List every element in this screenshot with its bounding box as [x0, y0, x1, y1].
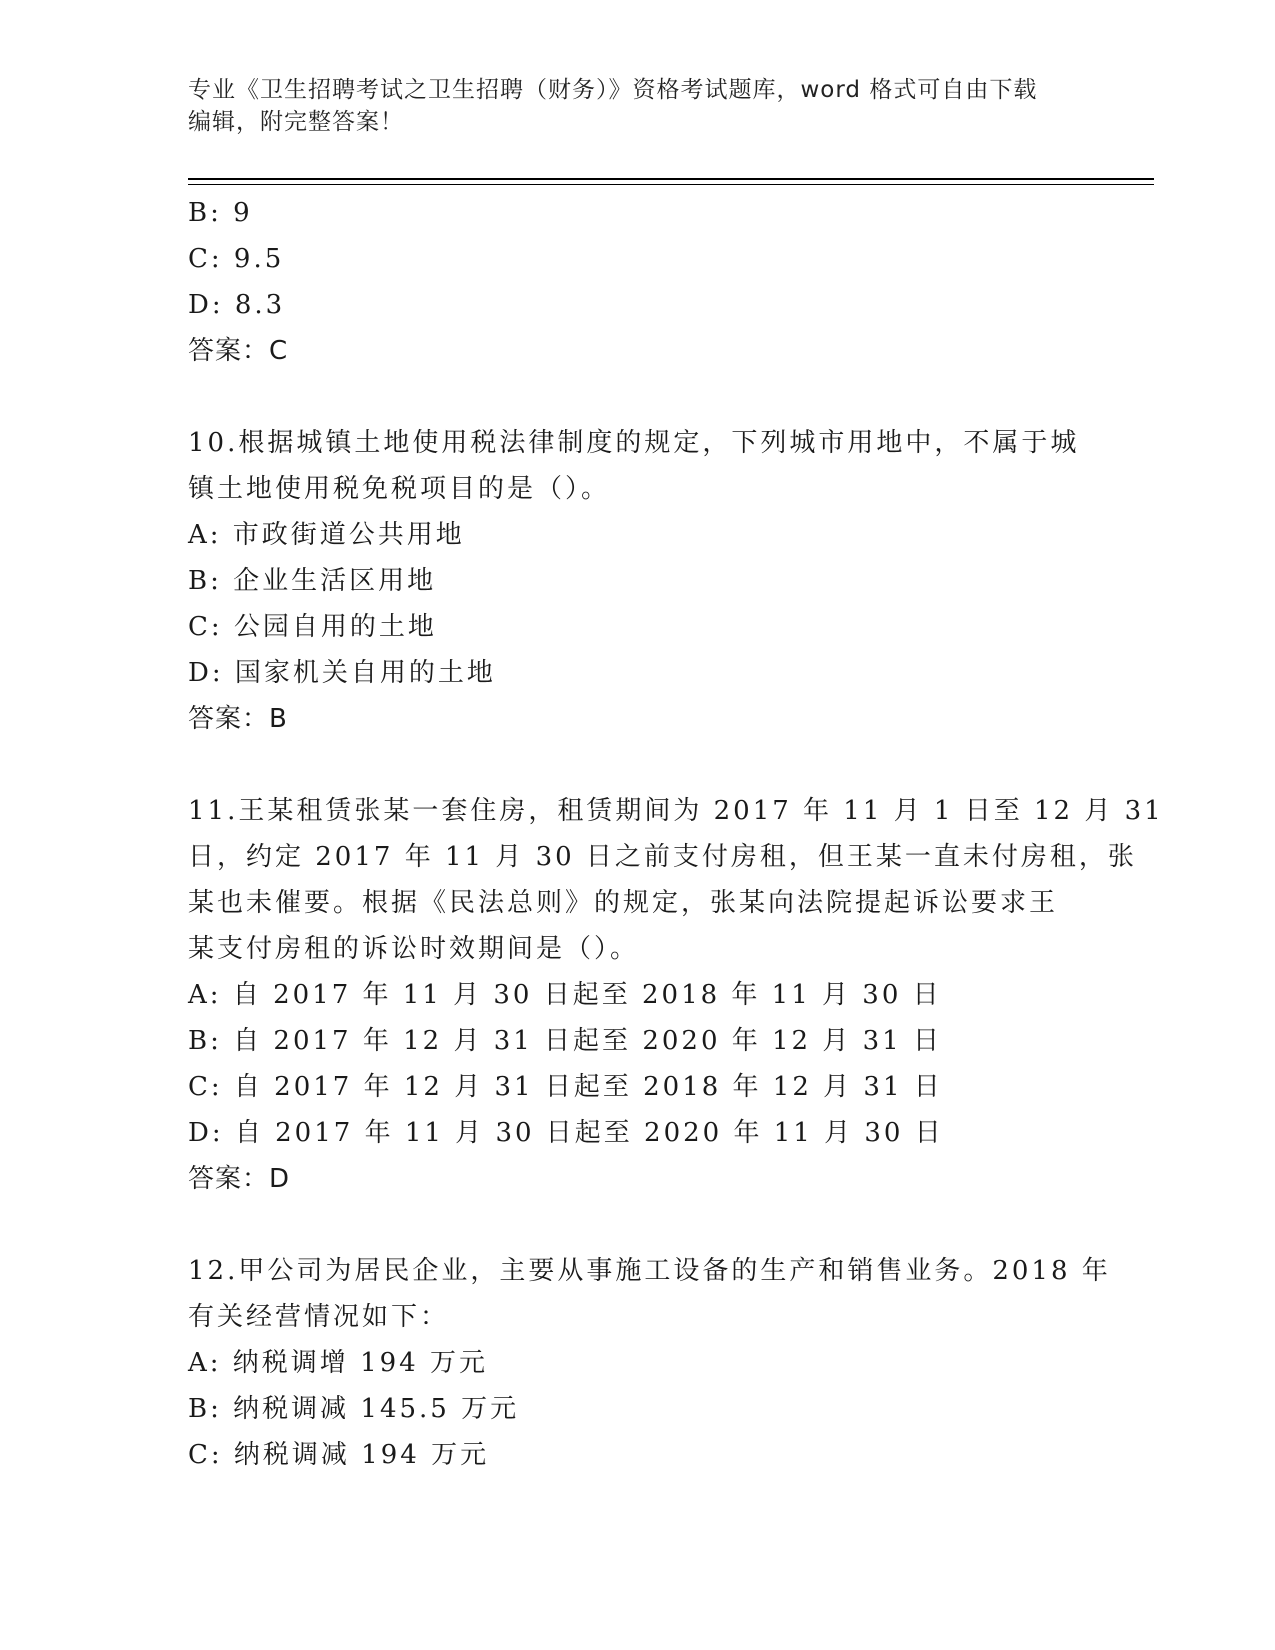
- question-text-line: 镇土地使用税免税项目的是（）。: [188, 474, 611, 504]
- answer-line: 答案：C: [188, 336, 289, 366]
- header-rule-thick: [188, 178, 1154, 180]
- option-c: C: 自 2017 年 12 月 31 日起至 2018 年 12 月 31 日: [188, 1072, 943, 1102]
- option-d: D: 国家机关自用的土地: [188, 658, 496, 688]
- option-a: A: 纳税调增 194 万元: [188, 1348, 488, 1378]
- option-c: C: 9.5: [188, 244, 285, 274]
- question-text-line: 日，约定 2017 年 11 月 30 日之前支付房租，但王某一直未付房租，张: [188, 842, 1137, 872]
- option-b: B: 企业生活区用地: [188, 566, 437, 596]
- answer-line: 答案：B: [188, 704, 288, 734]
- option-a: A: 市政街道公共用地: [188, 520, 465, 550]
- question-text-line: 11.王某租赁张某一套住房，租赁期间为 2017 年 11 月 1 日至 12 月 31: [188, 796, 1164, 826]
- question-text-line: 某也未催要。根据《民法总则》的规定，张某向法院提起诉讼要求王: [188, 888, 1059, 918]
- question-text-line: 10.根据城镇土地使用税法律制度的规定，下列城市用地中，不属于城: [188, 428, 1080, 458]
- question-text-line: 某支付房租的诉讼时效期间是（）。: [188, 934, 640, 964]
- question-10-block: [188, 420, 1088, 742]
- question-11-block: [188, 788, 1164, 1202]
- header-line-1: 专业《卫生招聘考试之卫生招聘（财务）》资格考试题库，word 格式可自由下载: [188, 77, 1038, 103]
- prev-question-block: [188, 190, 1088, 374]
- question-12-block: [188, 1248, 1111, 1478]
- question-text-line: 有关经营情况如下：: [188, 1302, 450, 1332]
- option-b: B: 9: [188, 198, 253, 228]
- option-a: A: 自 2017 年 11 月 30 日起至 2018 年 11 月 30 日: [188, 980, 942, 1010]
- question-text-line: 12.甲公司为居民企业，主要从事施工设备的生产和销售业务。2018 年: [188, 1256, 1111, 1286]
- document-header: [188, 74, 1068, 138]
- header-line-2: 编辑，附完整答案！: [188, 109, 404, 135]
- option-c: C: 公园自用的土地: [188, 612, 437, 642]
- option-b: B: 纳税调减 145.5 万元: [188, 1394, 520, 1424]
- answer-line: 答案：D: [188, 1164, 291, 1194]
- header-rule-thin: [188, 184, 1154, 185]
- document-body: [188, 190, 1164, 1478]
- option-d: D: 自 2017 年 11 月 30 日起至 2020 年 11 月 30 日: [188, 1118, 944, 1148]
- option-c: C: 纳税调减 194 万元: [188, 1440, 490, 1470]
- option-b: B: 自 2017 年 12 月 31 日起至 2020 年 12 月 31 日: [188, 1026, 942, 1056]
- option-d: D: 8.3: [188, 290, 286, 320]
